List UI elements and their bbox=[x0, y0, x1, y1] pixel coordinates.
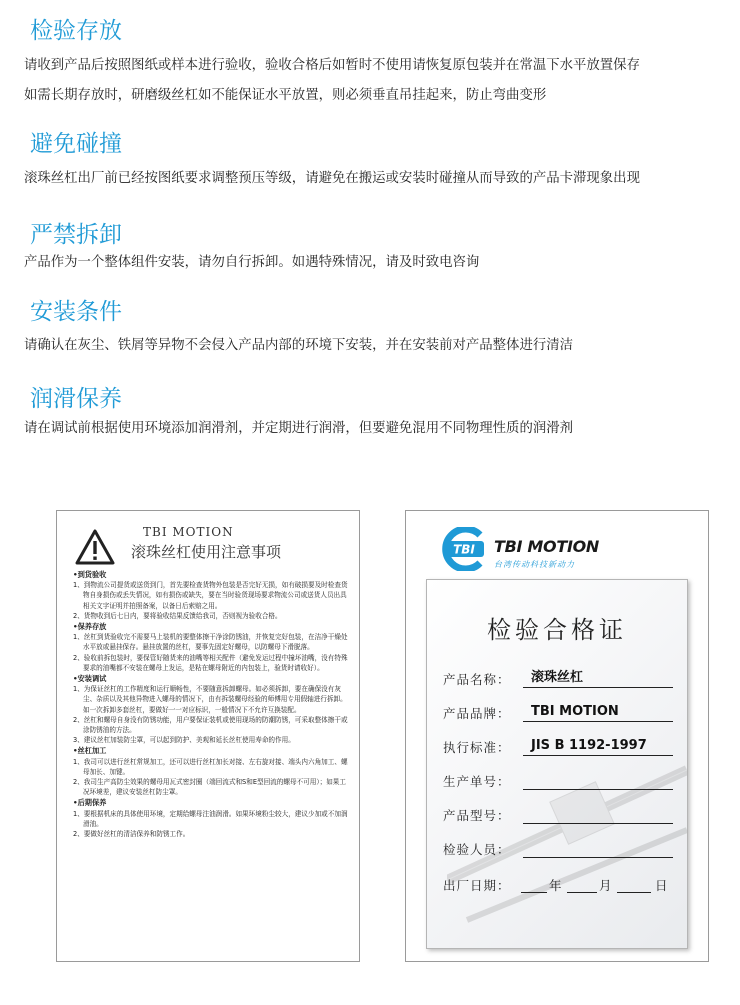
manual-section-heading: •丝杠加工 bbox=[73, 746, 107, 756]
certificate-field bbox=[443, 768, 673, 792]
field-label: 产品名称： bbox=[443, 672, 511, 687]
field-label: 产品品牌： bbox=[443, 706, 511, 721]
section-text: 请收到产品后按照图纸或样本进行验收，验收合格后如暂时不使用请恢复原包装并在常温下水平放置保存 bbox=[24, 58, 640, 73]
field-value: TBI MOTION bbox=[531, 704, 619, 719]
manual-item: 2、货物收到后七日内，要将验收结果反馈给我司，否则视为验收合格。 bbox=[73, 611, 282, 620]
section-title: 避免碰撞 bbox=[30, 131, 122, 157]
date-label: 出厂日期： bbox=[443, 878, 511, 893]
section-title: 检验存放 bbox=[30, 18, 122, 44]
section-text: 请在调试前根据使用环境添加润滑剂，并定期进行润滑，但要避免混用不同物理性质的润滑剂 bbox=[24, 421, 574, 436]
date-year: 年 bbox=[549, 878, 562, 893]
field-label: 产品型号： bbox=[443, 808, 511, 823]
certificate-brand: TBI MOTION bbox=[494, 537, 600, 556]
manual-section-heading: •到货验收 bbox=[73, 570, 107, 579]
field-value: 滚珠丝杠 bbox=[531, 670, 584, 685]
date-row bbox=[443, 872, 673, 896]
date-month: 月 bbox=[599, 878, 612, 893]
field-label: 生产单号： bbox=[443, 774, 511, 789]
certificate-title: 检验合格证 bbox=[487, 616, 627, 644]
section-text: 滚珠丝杠出厂前已经按图纸要求调整预压等级，请避免在搬运或安装时碰撞从而导致的产品卡滞现象出现 bbox=[24, 171, 640, 186]
field-underline bbox=[523, 857, 673, 858]
month-blank bbox=[567, 892, 597, 893]
manual-brand: TBI MOTION bbox=[143, 525, 234, 539]
manual-item: 1、到物流公司提货或送货到门，首先要检查货物外包装是否完好无损，如有破损要及时检查货物自身损伤或丢失情况，如有损伤或缺失，要在当时验货现场要求物流公司或送货人员出具相关文字证明并拍照备案，以备日后索赔之用。 bbox=[73, 581, 348, 610]
manual-item: 2、丝杠和螺母自身没有防锈功能，用户要保证装机或使用现场的防潮防锈，可采取整体擦干或涂防锈油的方法。 bbox=[73, 715, 348, 735]
inspection-certificate bbox=[405, 510, 709, 962]
section-text: 产品作为一个整体组件安装，请勿自行拆卸。如遇特殊情况，请及时致电咨询 bbox=[24, 255, 480, 270]
manual-item: 2、要做好丝杠的清洁保养和防锈工作。 bbox=[73, 830, 190, 839]
section-text: 如需长期存放时，研磨级丝杠如不能保证水平放置，则必须垂直吊挂起来，防止弯曲变形 bbox=[24, 88, 547, 103]
manual-item: 1、为保证丝杠的工作精度和运行顺畅性，不要随意拆卸螺母。如必须拆卸，要在确保没有灰尘、杂质以及其他异物进入螺母的情况下，由有拆装螺母经验的师傅用专用假轴进行拆卸。如一次拆卸多套丝杠，要做好一一对应标识，一般情况下不允许互换装配。 bbox=[73, 685, 347, 714]
warning-icon bbox=[75, 529, 115, 565]
field-label: 执行标准： bbox=[443, 740, 511, 755]
manual-item: 1、我司可以进行丝杠常规加工，还可以进行丝杠加长对接、左右旋对接、端头内六角加工、螺母加长、加键。 bbox=[73, 757, 348, 776]
certificate-field bbox=[443, 734, 673, 758]
certificate-field bbox=[443, 666, 673, 690]
usage-notice-sheet bbox=[56, 510, 360, 962]
date-day: 日 bbox=[655, 878, 668, 893]
field-underline bbox=[523, 823, 673, 824]
field-underline bbox=[523, 755, 673, 756]
manual-item: 2、我司生产高防尘效果的螺母用瓦式密封圈（端回流式和S和E型回流的螺母不可用）；如果工况环境差，建议安装丝杠防尘罩。 bbox=[73, 778, 346, 797]
day-blank bbox=[617, 892, 651, 893]
ballscrew-watermark-icon bbox=[447, 730, 687, 930]
manual-item: 1、要根据机床的具体使用环境，定期给螺母注油润滑。如果环境粉尘较大，建议少加或不加润滑油。 bbox=[73, 809, 348, 828]
section-title: 严禁拆卸 bbox=[30, 222, 122, 248]
manual-item: 2、验收前拆包装时，要保管好随货来的油嘴等相关配件（避免发运过程中撞坏油嘴，没有特殊要求的油嘴都不安装在螺母上发运，是粘在螺母附近的内包装上，验货时请收好）。 bbox=[73, 653, 348, 672]
field-underline bbox=[523, 789, 673, 790]
manual-body bbox=[73, 569, 349, 839]
section-title: 润滑保养 bbox=[30, 386, 122, 412]
certificate-panel bbox=[426, 579, 688, 949]
certificate-field bbox=[443, 836, 673, 860]
manual-section-heading: •保养存放 bbox=[73, 622, 107, 632]
field-label: 检验人员： bbox=[443, 842, 511, 857]
section-title: 安装条件 bbox=[30, 299, 122, 325]
manual-title: 滚珠丝杠使用注意事项 bbox=[131, 543, 282, 561]
field-underline bbox=[523, 687, 673, 688]
manual-item: 1、丝杠到货验收完不需要马上装机的要整体擦干净涂防锈油，并恢复完好包装，在洁净干燥处水平放或悬挂保存。悬挂放置的丝杠，要事先固定好螺母，以防螺母下滑脱落。 bbox=[73, 633, 348, 652]
year-blank bbox=[521, 892, 547, 893]
tbi-logo-icon bbox=[434, 527, 490, 571]
manual-item: 3、建议丝杠加装防尘罩，可以起到防护、美观和延长丝杠使用寿命的作用。 bbox=[73, 736, 295, 745]
certificate-brand-sub: 台湾传动科技新动力 bbox=[494, 560, 575, 569]
section-text: 请确认在灰尘、铁屑等异物不会侵入产品内部的环境下安装，并在安装前对产品整体进行清洁 bbox=[24, 338, 574, 353]
manual-section-heading: •安装调试 bbox=[73, 674, 107, 684]
field-value: JIS B 1192-1997 bbox=[531, 738, 647, 753]
field-underline bbox=[523, 721, 673, 722]
manual-section-heading: •后期保养 bbox=[73, 798, 107, 808]
certificate-field bbox=[443, 700, 673, 724]
certificate-field bbox=[443, 802, 673, 826]
logo-text: TBI bbox=[453, 542, 475, 557]
